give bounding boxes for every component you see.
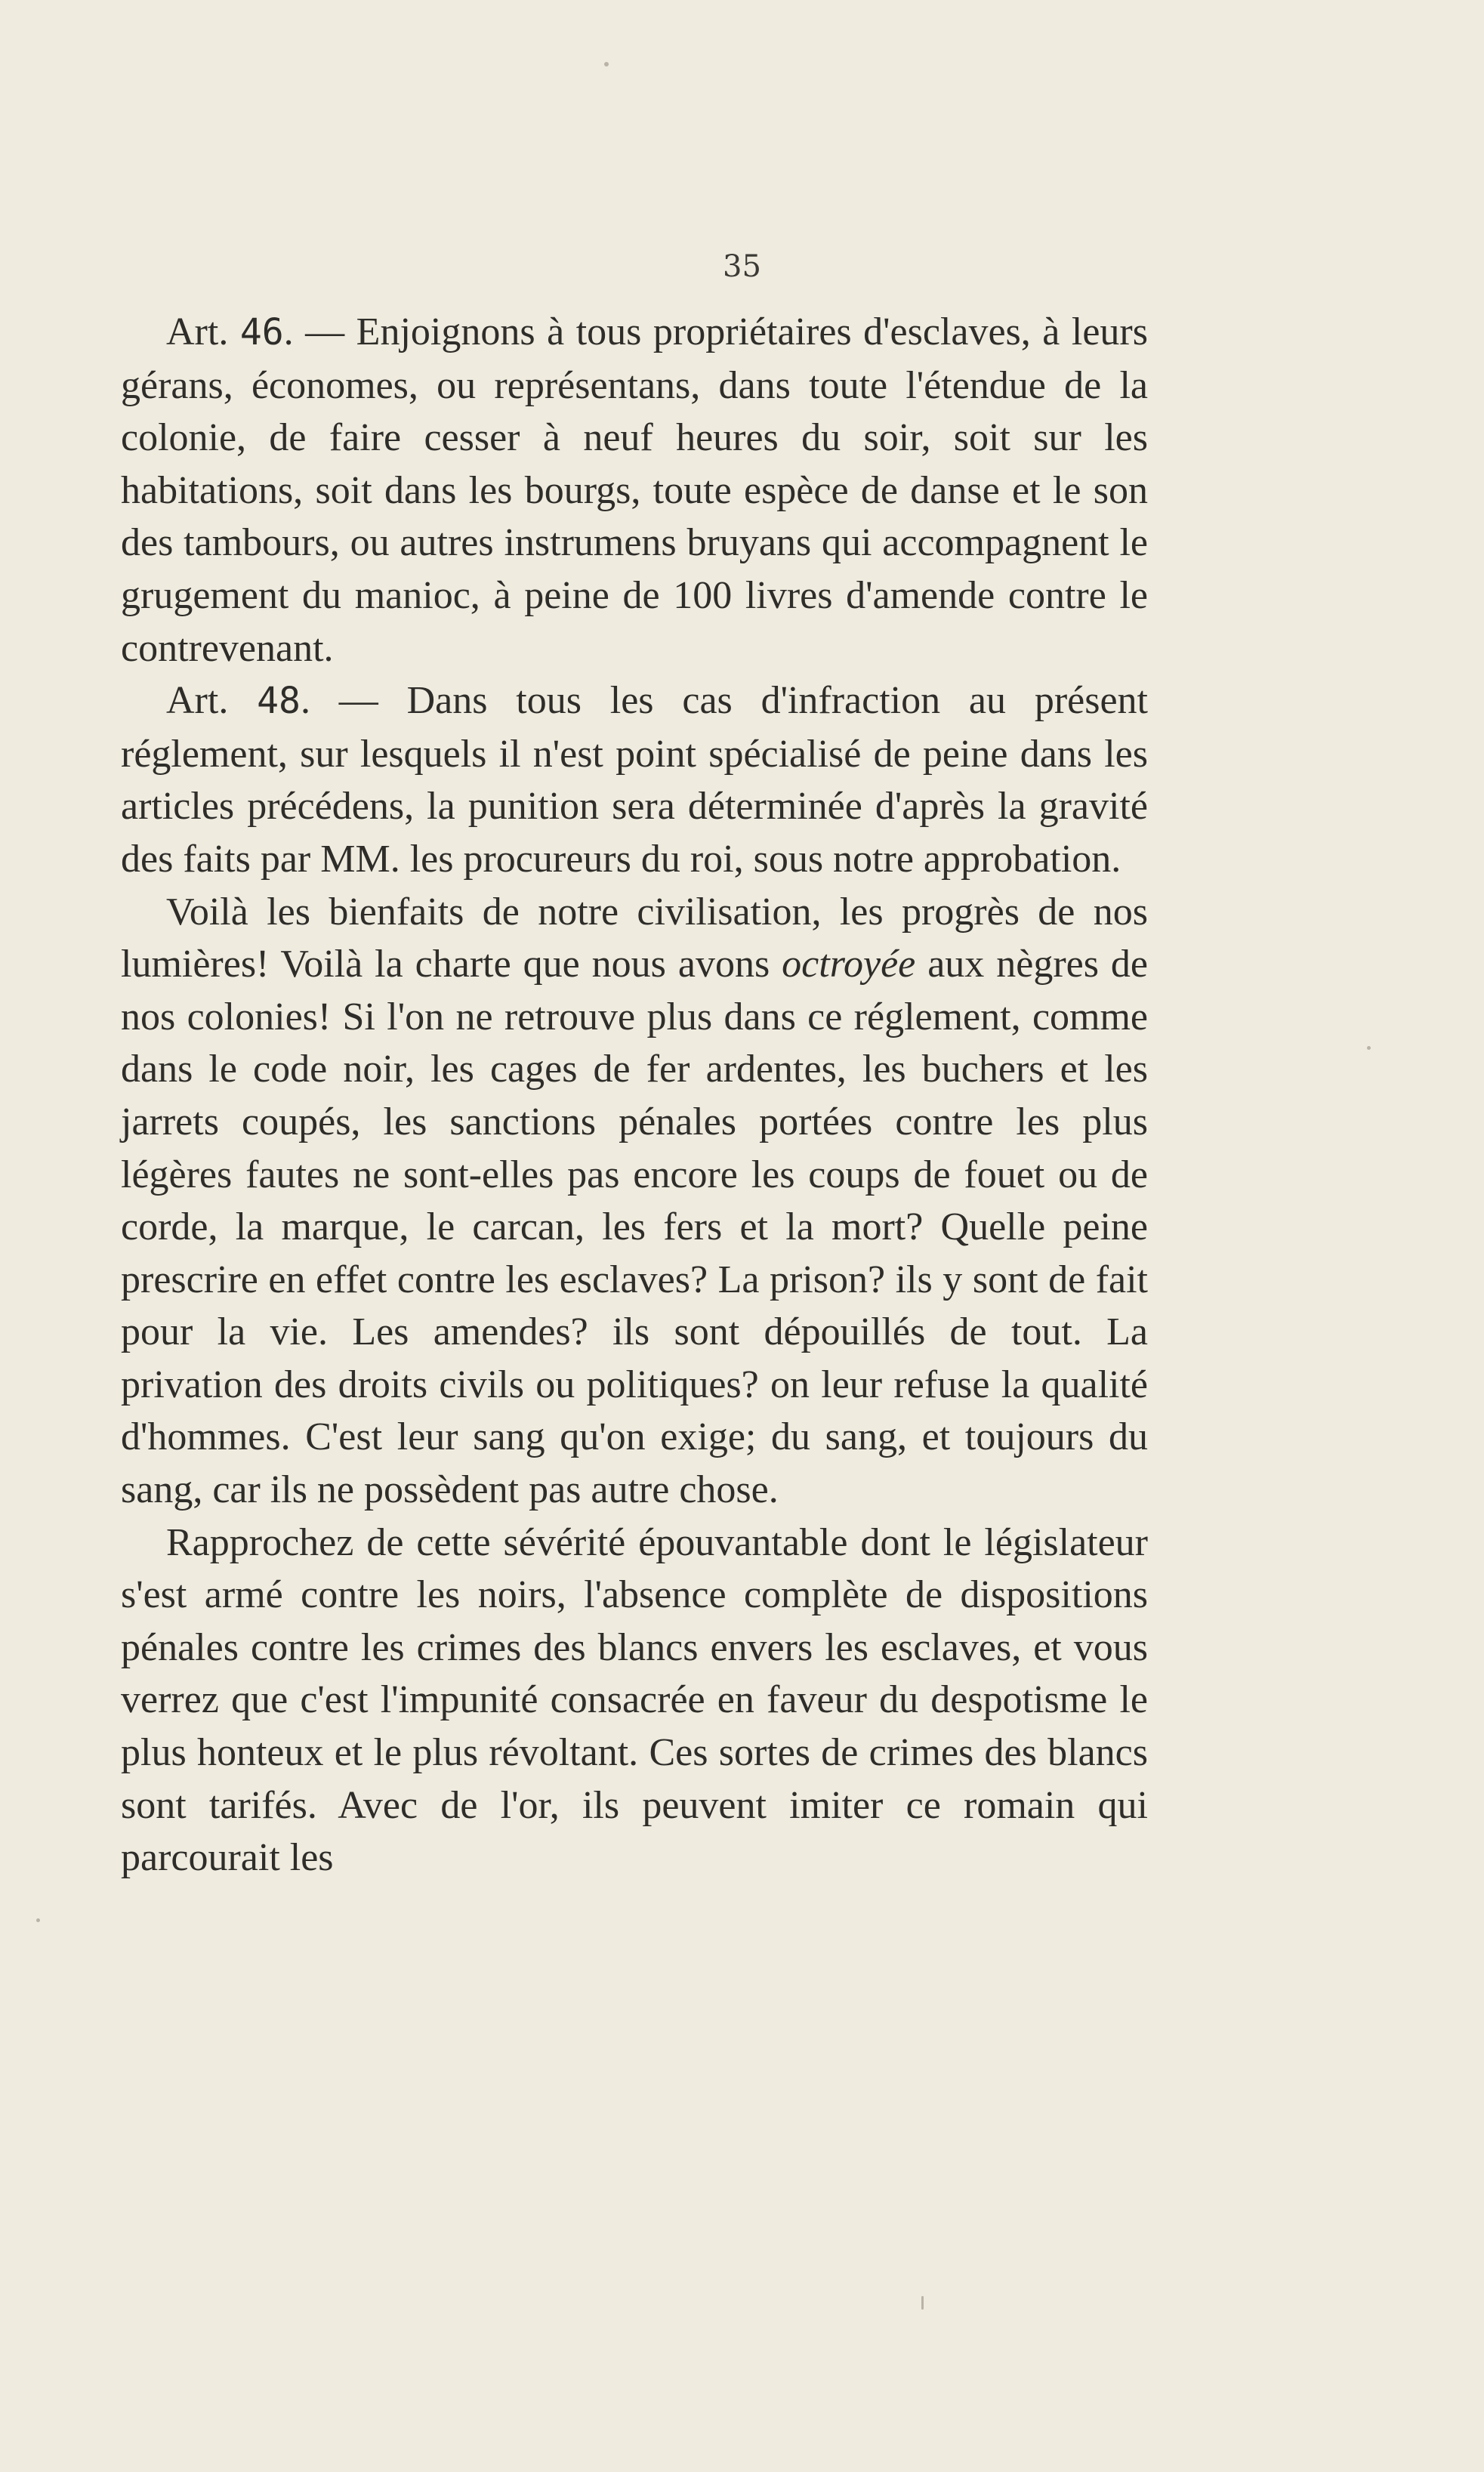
article-number: 48 xyxy=(257,680,301,723)
paragraph-text: aux nègres de nos colonies! Si l'on ne retrouve plus dans ce réglement, comme dans le code noir, les cages de fer ardentes, les buchers et les jarrets coupés, les sanctions pénales portées contre les plus légères fautes ne sont-elles pas encore les coups de fouet ou de corde, la marque, le carcan, les fers et la mort? Quelle peine prescrire en effet contre les esclaves? La prison? ils y sont de fait pour la vie. Les amendes? ils sont dépouillés de tout. La privation des droits civils ou politiques? on leur refuse la qualité d'hommes. C'est leur sang qu'on exige; du sang, et toujours du sang, car ils ne possèdent pas autre chose. xyxy=(121,943,1149,1512)
article-label: Art. xyxy=(166,310,240,353)
article-text: . — Enjoignons à tous propriétaires d'esclaves, à leurs gérans, économes, ou représentans, dans toute l'étendue de la colonie, de faire cesser à neuf heures du soir, soit sur les habitations, soit dans les bourgs, toute espèce de danse et le son des tambours, ou autres instrumens bruyans qui accompagnent le grugement du manioc, à peine de 100 livres d'amende contre le contrevenant. xyxy=(121,310,1148,670)
article-label: Art. xyxy=(166,679,258,723)
page-number: 35 xyxy=(723,249,761,284)
paragraph-article-46 xyxy=(121,306,1148,674)
paper-speck xyxy=(36,1918,40,1922)
article-text: . — Dans tous les cas d'infraction au présent réglement, sur lesquels il n'est point spécialisé de peine dans les articles précédens, la punition sera déterminée d'après la gravité des faits par MM. les procureurs du roi, sous notre approbation. xyxy=(121,679,1148,881)
paper-speck xyxy=(1367,1046,1371,1050)
paragraph-rapprochez xyxy=(121,1517,1148,1884)
article-number: 46 xyxy=(239,311,284,353)
paragraph-civilisation xyxy=(121,886,1148,1517)
paragraph-article-48 xyxy=(121,674,1148,885)
paper-speck xyxy=(604,62,609,66)
paragraph-text: Rapprochez de cette sévérité épouvantable dont le législateur s'est armé contre les noirs, l'absence complète de dispositions pénales contre les crimes des blancs envers les esclaves, et vous verrez que c'est l'impunité consacrée en faveur du despotisme le plus honteux et le plus révoltant. Ces sortes de crimes des blancs sont tarifés. Avec de l'or, ils peuvent imiter ce romain qui parcourait les xyxy=(121,1520,1148,1880)
paragraph-text: Voilà les bienfaits de notre civilisation, les progrès de nos lumières! Voilà la charte que nous avons xyxy=(121,890,1148,986)
emphasized-word: octroyée xyxy=(782,943,916,986)
body-text xyxy=(121,306,1148,1884)
paper-speck xyxy=(921,2296,924,2310)
